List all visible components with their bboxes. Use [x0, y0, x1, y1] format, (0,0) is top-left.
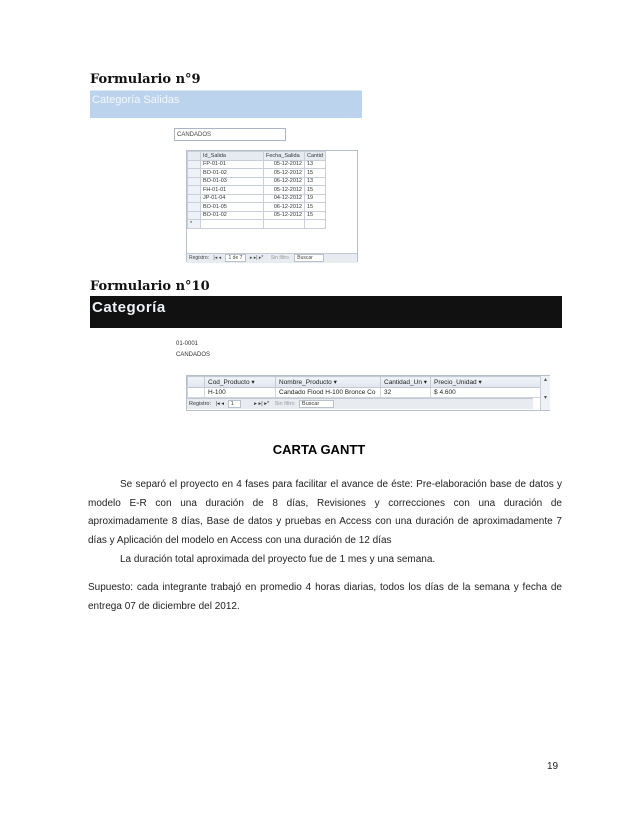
sort-arrow-icon[interactable]: ▾	[333, 379, 337, 386]
form10-table	[187, 376, 542, 398]
table-row[interactable]: H-100 Candado Flood H-100 Bronce Co 32 $ 4.600	[188, 388, 542, 398]
form10-banner	[90, 296, 562, 328]
scroll-up-icon[interactable]: ▴	[543, 377, 547, 383]
form10-heading: Formulario n°10	[90, 279, 210, 294]
table-row[interactable]: JP-01-04 04-12-2012 19	[188, 194, 326, 203]
form10-banner-title: Categoría	[92, 299, 166, 316]
first-record-icon[interactable]: |◂	[213, 255, 218, 261]
row-selector-header[interactable]	[188, 152, 201, 161]
new-record-icon[interactable]: ▸*	[264, 401, 270, 407]
form9-category-field[interactable]: CANDADOS	[174, 128, 286, 141]
form9-heading: Formulario n°9	[90, 72, 201, 87]
row-selector-header[interactable]	[188, 377, 205, 388]
form9-banner	[90, 90, 362, 119]
filter-indicator[interactable]: Sin filtro	[270, 255, 289, 261]
record-position-field[interactable]: 1	[228, 400, 241, 408]
record-position-field[interactable]: 1 de 7	[225, 254, 247, 262]
table-row[interactable]: BO-01-03 06-12-2012 13	[188, 177, 326, 186]
sort-arrow-icon[interactable]: ▾	[251, 379, 255, 386]
column-header-id-salida[interactable]: Id_Salida	[201, 152, 264, 161]
record-label: Registro:	[189, 255, 210, 261]
assumption-paragraph: Supuesto: cada integrante trabajó en promedio 4 horas diarias, todos los días de la semana y fecha de entrega 07 de diciembre del 2012.	[88, 582, 562, 612]
new-record-icon[interactable]: ▸*	[258, 255, 264, 261]
filter-indicator[interactable]: Sin filtro	[274, 401, 295, 407]
last-record-icon[interactable]: ▸|	[258, 401, 263, 407]
sort-arrow-icon[interactable]: ▾	[478, 379, 482, 386]
column-header-precio-unidad[interactable]: Precio_Unidad ▾	[431, 377, 542, 388]
new-record-marker: *	[188, 220, 201, 229]
record-label: Registro:	[189, 401, 212, 407]
vertical-scrollbar[interactable]	[540, 376, 550, 410]
search-field[interactable]: Buscar	[294, 254, 324, 262]
gantt-description-paragraph: Se separó el proyecto en 4 fases para facilitar el avance de éste: Pre-elaboración base de datos y modelo E-R con una duración de 8 días, Revisiones y correcciones con una duración de aproximadamente 8 días, Base de datos y pruebas en Access con una duración de aproximadamente 7 días y Aplicación del modelo en Access con una duración de 12 días	[88, 479, 562, 546]
column-header-cantidad[interactable]: Cantid	[305, 152, 326, 161]
form10-record-navigator	[187, 398, 533, 409]
form9-record-navigator	[187, 253, 357, 263]
table-row[interactable]: FH-01-01 05-12-2012 15	[188, 186, 326, 195]
table-row[interactable]: BO-01-02 05-12-2012 15	[188, 169, 326, 178]
column-header-nombre-producto[interactable]: Nombre_Producto ▾	[276, 377, 381, 388]
form10-category-code: 01-0001	[176, 341, 199, 347]
next-record-icon[interactable]: ▸	[254, 401, 257, 407]
form9-datasheet	[186, 150, 358, 262]
form10-category-name: CANDADOS	[176, 352, 211, 358]
form9-banner-title: Categoría Salidas	[92, 94, 180, 106]
form9-table	[187, 151, 326, 229]
column-header-fecha-salida[interactable]: Fecha_Salida	[264, 152, 305, 161]
duration-paragraph: La duración total aproximada del proyecto fue de 1 mes y una semana.	[120, 554, 436, 565]
next-record-icon[interactable]: ▸	[249, 255, 253, 261]
section-title: CARTA GANTT	[272, 442, 366, 457]
last-record-icon[interactable]: ▸|	[253, 255, 258, 261]
table-row[interactable]: BO-01-05 06-12-2012 15	[188, 203, 326, 212]
column-header-cantidad[interactable]: Cantidad_Un ▾	[381, 377, 431, 388]
previous-record-icon[interactable]: ◂	[221, 401, 225, 407]
table-row[interactable]: FP-01-01 05-12-2012 13	[188, 160, 326, 169]
new-record-row[interactable]	[188, 220, 326, 229]
previous-record-icon[interactable]: ◂	[218, 255, 222, 261]
column-header-cod-producto[interactable]: Cod_Producto ▾	[205, 377, 276, 388]
table-row[interactable]: BO-01-02 05-12-2012 15	[188, 211, 326, 220]
sort-arrow-icon[interactable]: ▾	[423, 379, 428, 386]
page-number: 19	[547, 761, 559, 772]
scroll-down-icon[interactable]: ▾	[543, 395, 547, 401]
first-record-icon[interactable]: |◂	[215, 401, 220, 407]
search-field[interactable]: Buscar	[299, 400, 334, 408]
